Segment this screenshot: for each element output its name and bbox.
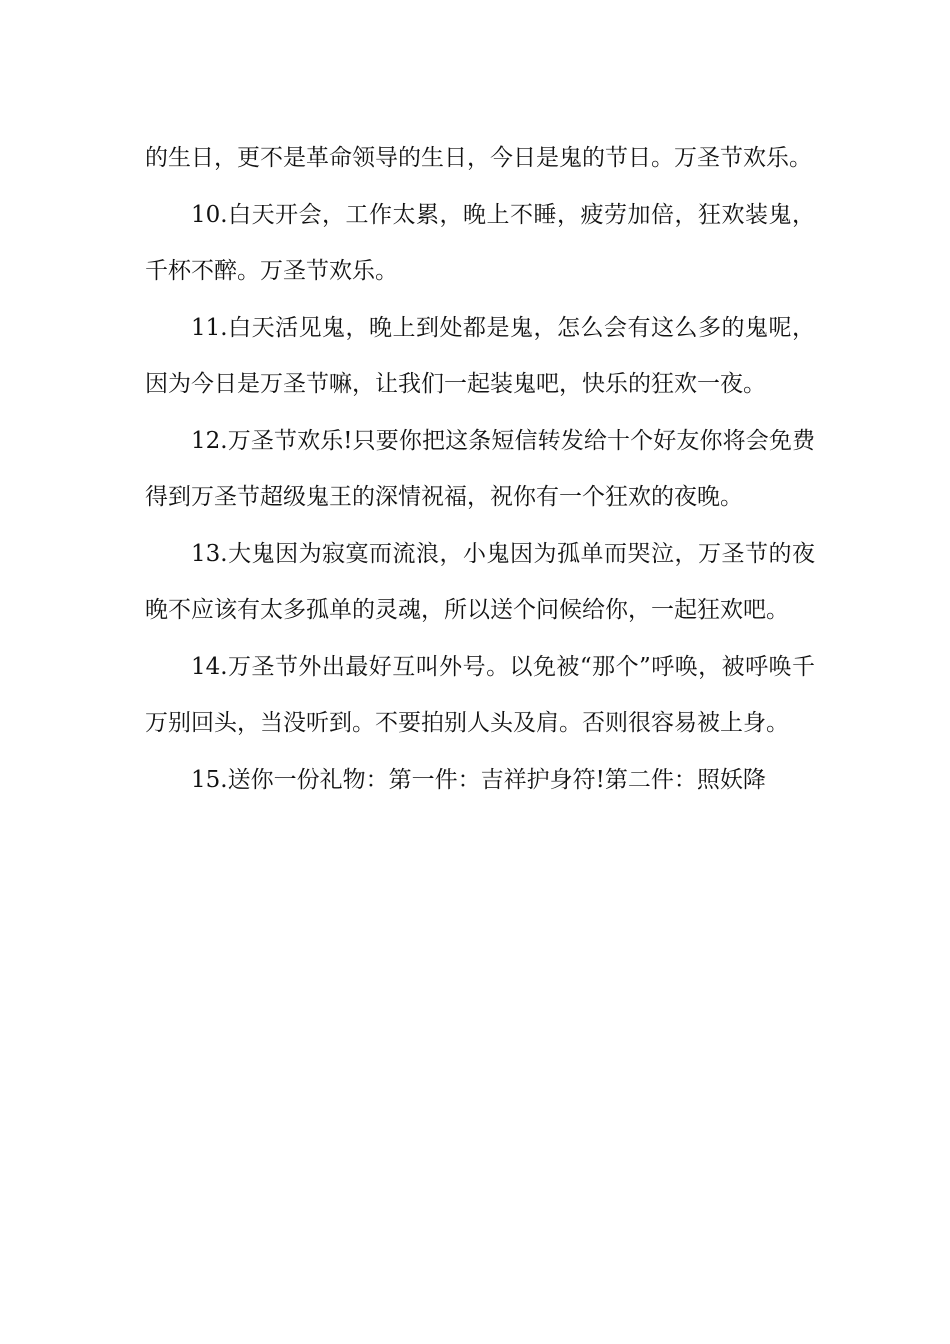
paragraph-item-11: 11.白天活见鬼，晚上到处都是鬼，怎么会有这么多的鬼呢，因为今日是万圣节嘛，让我们一起装鬼吧，快乐的狂欢一夜。: [145, 314, 815, 397]
paragraph-item-13: 13.大鬼因为寂寞而流浪，小鬼因为孤单而哭泣，万圣节的夜晚不应该有太多孤单的灵魂，所以送个问候给你，一起狂欢吧。: [145, 540, 815, 623]
paragraph-continuation: 的生日，更不是革命领导的生日，今日是鬼的节日。万圣节欢乐。: [145, 145, 812, 171]
paragraph-item-10: 10.白天开会，工作太累，晚上不睡，疲劳加倍，狂欢装鬼，千杯不醉。万圣节欢乐。: [145, 201, 815, 284]
paragraph-item-15: 15.送你一份礼物：第一件：吉祥护身符!第二件：照妖降: [191, 766, 766, 793]
paragraph-item-12: 12.万圣节欢乐!只要你把这条短信转发给十个好友你将会免费得到万圣节超级鬼王的深情祝福，祝你有一个狂欢的夜晚。: [145, 427, 815, 510]
body-text: [145, 130, 815, 808]
paragraph-item-14: 14.万圣节外出最好互叫外号。以免被“那个”呼唤，被呼唤千万别回头，当没听到。不要拍别人头及肩。否则很容易被上身。: [145, 653, 815, 736]
